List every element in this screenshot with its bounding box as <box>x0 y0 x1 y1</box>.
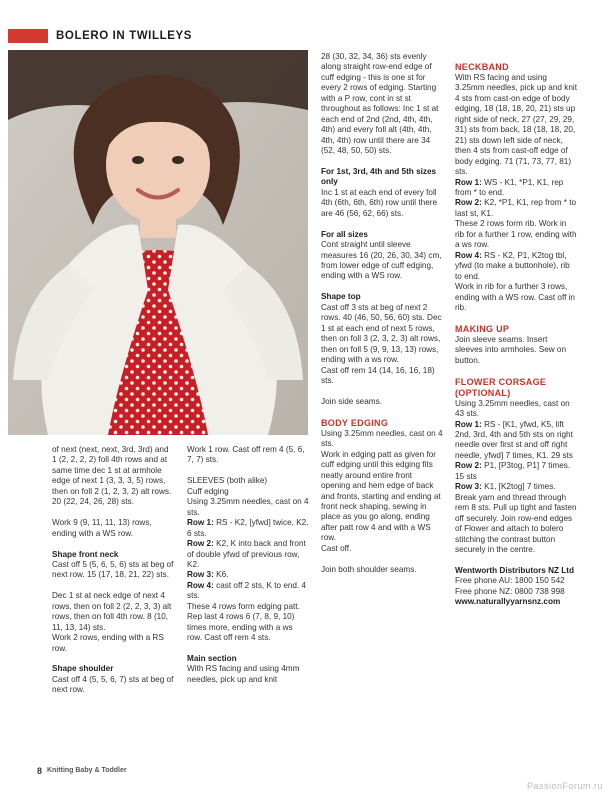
pattern-row: Row 2: K2, *P1, K1, rep from * to last st, K1. <box>455 198 577 218</box>
paragraph: Cast off 3 sts at beg of next 2 rows. 40 (46, 50, 56, 60) sts. Dec 1 st at each end of next 5 rows, then on foll 3 (2, 3, 2, 3) alt rows, then on foll 5 (9, 9, 13, 13) rows, ending with a ws row. <box>321 302 442 365</box>
paragraph: SLEEVES (both alike) <box>187 476 268 486</box>
pattern-row: Row 2: K2, K into back and front of double yfwd of previous row, K2. <box>187 539 306 569</box>
text-column-3 <box>321 52 443 586</box>
subheading: Main section <box>187 654 237 664</box>
paragraph: Cuff edging <box>187 486 229 496</box>
subheading: For 1st, 3rd, 4th and 5th sizes only <box>321 166 437 187</box>
paragraph: Cont straight until sleeve measures 16 (20, 26, 30, 34) cm, from lower edge of cuff edging, ending with a WS row. <box>321 240 442 281</box>
watermark: PassionForum.ru <box>526 781 603 791</box>
paragraph: Cast off 4 (5, 5, 6, 7) sts at beg of next row. <box>52 674 174 695</box>
model-photo <box>8 50 308 435</box>
paragraph: Cast off rem 14 (14, 16, 16, 18) sts. <box>321 365 435 385</box>
distributor-name: Wentworth Distributors NZ Ltd <box>455 565 575 575</box>
paragraph: Join side seams. <box>321 396 382 406</box>
pattern-row: Row 1: RS - K2, [yfwd] twice, K2. 6 sts. <box>187 518 309 538</box>
subheading: Shape top <box>321 292 361 302</box>
text-column-1 <box>52 445 174 706</box>
pattern-row: Row 2: P1, [P3tog, P1] 7 times. 15 sts <box>455 461 571 481</box>
header-accent-bar <box>8 29 48 43</box>
pattern-row: Row 1: RS - [K1, yfwd, K5, lift 2nd, 3rd, 4th and 5th sts on right needle over first st and off right needle, yfwd] 7 times, K1. 29 sts <box>455 419 573 460</box>
paragraph: Work 2 rows, ending with a RS row. <box>52 633 164 653</box>
magazine-name: Knitting Baby & Toddler <box>47 767 127 774</box>
pattern-row: Row 1: WS - K1, *P1, K1, rep from * to end. <box>455 177 564 197</box>
paragraph: Cast off. <box>321 543 352 553</box>
paragraph: Work 1 row. Cast off rem 4 (5, 6, 7, 7) sts. <box>187 445 305 465</box>
page-number: 8 <box>37 766 43 776</box>
paragraph: of next (next, next, 3rd, 3rd) and 1 (2, 2, 2, 2) foll 4th rows and at same time dec 1 st at armhole edge of next 1 (3, 3, 3, 5) rows, then on foll 2 (1, 2, 3, 2) alt rows. 20 (22, 24, 26, 28) sts. <box>52 445 172 507</box>
paragraph: Work 9 (9, 11, 11, 13) rows, ending with a WS row. <box>52 518 152 538</box>
paragraph: Break yarn and thread through rem 8 sts. Pull up tight and fasten off securely. Join row-end edges of Flower and attach to bolero stitching the contrast button securely in the centre. <box>455 492 577 554</box>
subheading: For all sizes <box>321 229 368 239</box>
photo-illustration <box>8 50 308 435</box>
page-title: BOLERO IN TWILLEYS <box>56 30 193 42</box>
paragraph: Using 3.25mm needles, cast on 4 sts. <box>321 428 443 449</box>
section-heading: NECKBAND <box>455 62 509 72</box>
website-link[interactable]: www.naturallyyarnsnz.com <box>455 597 561 607</box>
paragraph: Using 3.25mm needles, cast on 43 sts. <box>455 398 570 419</box>
section-heading: FLOWER CORSAGE (OPTIONAL) <box>455 376 547 398</box>
paragraph: With RS facing and using 4mm needles, pick up and knit <box>187 664 300 684</box>
paragraph: Join sleeve seams. Insert sleeves into armholes. Sew on button. <box>455 334 567 365</box>
text-column-2 <box>187 445 309 696</box>
section-heading: MAKING UP <box>455 323 510 334</box>
phone-au: Free phone AU: 1800 150 542 <box>455 576 565 586</box>
subheading: Shape front neck <box>52 549 119 559</box>
paragraph: Cast off 5 (5, 6, 5, 6) sts at beg of next row. 15 (17, 18, 21, 22) sts. <box>52 559 174 580</box>
paragraph: Using 3.25mm needles, cast on 4 sts. <box>187 497 309 517</box>
paragraph: These 2 rows form rib. Work in rib for a further 1 row, ending with a ws row. <box>455 219 577 250</box>
paragraph: Rep last 4 rows 6 (7, 8, 9, 10) times more, ending with a ws row. Cast off rem 4 sts. <box>187 612 295 643</box>
paragraph: With RS facing and using 3.25mm needles, pick up and knit 4 sts from cast-on edge of body edging, 18 (18, 18, 20, 21) sts up right side of neck, 27 (27, 29, 29, 31) sts from back, 18 (18, 18, 20, 21) sts down left side of neck, then 4 sts from cast-off edge of body edging. 71 (71, 73, 77, 81) sts. <box>455 73 577 177</box>
pattern-row: Row 4: RS - K2, P1, K2tog tbl, yfwd (to make a buttonhole), rib to end. <box>455 250 570 281</box>
paragraph: These 4 rows form edging patt. <box>187 601 300 611</box>
paragraph: Work in rib for a further 3 rows, ending with a WS row. Cast off in rib. <box>455 282 575 312</box>
pattern-row: Row 3: K1, [K2tog] 7 times. <box>455 482 556 492</box>
phone-nz: Free phone NZ: 0800 738 998 <box>455 586 565 596</box>
pattern-row: Row 3: K6. <box>187 570 229 580</box>
paragraph: 28 (30, 32, 34, 36) sts evenly along straight row-end edge of cuff edging - this is one st for every 2 rows of edging. Starting with a P row, cont in st st throughout as follows: Inc 1 st at each end of 2nd (2nd, 4th, 4th, 4th) and every foll alt (4th, 4th, 4th, 4th) row until there are 34 (52, 48, 50, 50) sts. <box>321 52 439 156</box>
paragraph: Inc 1 st at each end of every foll 4th (6th, 6th, 6th) row until there are 46 (56, 62, 66) sts. <box>321 187 438 218</box>
pattern-row: Row 4: cast off 2 sts, K to end. 4 sts. <box>187 580 307 601</box>
paragraph: Work in edging patt as given for cuff edging until this edging fits neatly around entire front opening and hem edge of back and fronts, starting and ending at front neck shaping, sewing in place as you go along, ending after patt row 4 and with a WS row. <box>321 449 441 543</box>
section-heading: BODY EDGING <box>321 417 389 428</box>
subheading: Shape shoulder <box>52 664 114 674</box>
paragraph: Dec 1 st at neck edge of next 4 rows, then on foll 2 (2, 2, 3, 3) alt rows, then on foll 4th row. 8 (10, 11, 13, 14) sts. <box>52 591 172 632</box>
text-column-4 <box>455 62 577 608</box>
paragraph: Join both shoulder seams. <box>321 564 417 574</box>
